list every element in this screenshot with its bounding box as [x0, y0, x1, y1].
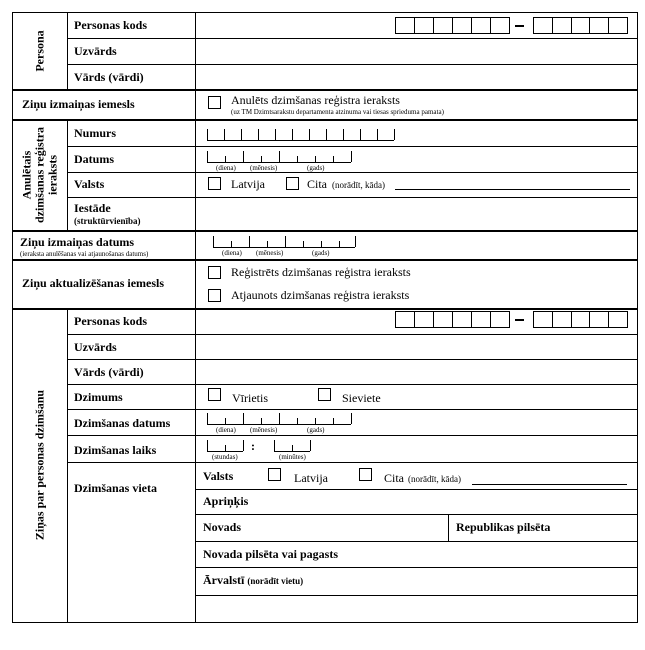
- birth-country-latvia-checkbox[interactable]: [268, 468, 281, 481]
- birth-country-other-note: (norādīt, kāda): [408, 474, 461, 484]
- annulled-section-title-line3: ieraksts: [45, 155, 60, 196]
- annulled-number-label: Numurs: [74, 126, 117, 140]
- birth-date-month-caption: (mēnesis): [250, 426, 278, 434]
- birth-time-hours-caption: (stundas): [212, 453, 238, 461]
- gender-male-label: Vīrietis: [232, 391, 268, 405]
- change-date-label: Ziņu izmaiņas datums: [20, 235, 135, 249]
- registered-record-label: Reģistrēts dzimšanas reģistra ieraksts: [231, 265, 411, 279]
- change-date-note: (ieraksta anulēšanas vai atjaunošanas datums): [20, 250, 149, 258]
- birth-country-other-checkbox[interactable]: [359, 468, 372, 481]
- persona-personal-code-second-part[interactable]: [533, 17, 628, 34]
- birth-date-year-caption: (gads): [307, 426, 325, 434]
- persona-personal-code-first-part[interactable]: [395, 17, 510, 34]
- annulled-country-other-checkbox[interactable]: [286, 177, 299, 190]
- update-reason-label: Ziņu aktualizēšanas iemesls: [22, 276, 165, 290]
- change-reason-label: Ziņu izmaiņas iemesls: [22, 97, 135, 111]
- annulled-date-label: Datums: [74, 152, 115, 166]
- gender-male-checkbox[interactable]: [208, 388, 221, 401]
- birth-country-other-label: Cita: [384, 471, 404, 485]
- birth-country-latvia-label: Latvija: [294, 471, 328, 485]
- persona-name-label: Vārds (vārdi): [74, 70, 144, 84]
- annulled-institution-note: (struktūrvienība): [74, 216, 141, 226]
- annulled-record-option-note: (uz TM Dzimtsarakstu departamenta atzinuma vai tiesas sprieduma pamata): [231, 108, 444, 116]
- annulled-country-other-label: Cita: [307, 177, 327, 191]
- birth-town-parish-label: Novada pilsēta vai pagasts: [203, 547, 339, 561]
- persona-section-title: Persona: [32, 30, 47, 72]
- birth-section-title: Ziņas par personas dzimšanu: [32, 389, 47, 541]
- birth-personal-code-dash: [515, 319, 524, 321]
- birth-municipality-label: Novads: [203, 520, 242, 534]
- birth-place-label: Dzimšanas vieta: [74, 481, 157, 495]
- annulled-record-checkbox[interactable]: [208, 96, 221, 109]
- annulled-country-other-note: (norādīt, kāda): [332, 180, 385, 190]
- birth-date-day-caption: (diena): [216, 426, 236, 434]
- annulled-section-title-line1: Anulētais: [19, 150, 34, 200]
- persona-personal-code-label: Personas kods: [74, 18, 148, 32]
- birth-time-label: Dzimšanas laiks: [74, 443, 157, 457]
- birth-name-label: Vārds (vārdi): [74, 365, 144, 379]
- birth-personal-code-second-part[interactable]: [533, 311, 628, 328]
- personal-code-dash: [515, 25, 524, 27]
- annulled-country-latvia-label: Latvija: [231, 177, 265, 191]
- change-date-year-caption: (gads): [312, 249, 330, 257]
- registered-record-checkbox[interactable]: [208, 266, 221, 279]
- birth-time-minutes-caption: (minūtes): [279, 453, 306, 461]
- birth-abroad-text: Ārvalstī: [203, 573, 245, 587]
- change-date-month-caption: (mēnesis): [256, 249, 284, 257]
- annulled-country-latvia-checkbox[interactable]: [208, 177, 221, 190]
- annulled-country-label: Valsts: [74, 177, 105, 191]
- birth-country-other-input[interactable]: [472, 484, 627, 485]
- birth-surname-label: Uzvārds: [74, 340, 117, 354]
- birth-place-country-label: Valsts: [203, 469, 234, 483]
- persona-surname-label: Uzvārds: [74, 44, 117, 58]
- annulled-institution-label: Iestāde: [74, 201, 111, 215]
- birth-personal-code-label: Personas kods: [74, 314, 148, 328]
- annulled-date-year-caption: (gads): [307, 164, 325, 172]
- annulled-section-title: [21, 127, 60, 223]
- birth-time-separator: :: [251, 439, 255, 453]
- birth-date-label: Dzimšanas datums: [74, 416, 171, 430]
- change-date-day-caption: (diena): [222, 249, 242, 257]
- birth-abroad-note: (norādīt vietu): [247, 576, 304, 586]
- birth-district-label: Apriņķis: [203, 494, 249, 508]
- annulled-country-other-input[interactable]: [395, 189, 630, 190]
- gender-female-checkbox[interactable]: [318, 388, 331, 401]
- birth-abroad-label: [203, 573, 303, 588]
- restored-record-label: Atjaunots dzimšanas reģistra ieraksts: [231, 288, 410, 302]
- birth-republic-city-label: Republikas pilsēta: [456, 520, 551, 534]
- birth-personal-code-first-part[interactable]: [395, 311, 510, 328]
- gender-female-label: Sieviete: [342, 391, 381, 405]
- restored-record-checkbox[interactable]: [208, 289, 221, 302]
- annulled-date-day-caption: (diena): [216, 164, 236, 172]
- annulled-section-title-line2: dzimšanas reģistra: [32, 126, 47, 224]
- annulled-record-option-label: Anulēts dzimšanas reģistra ieraksts: [231, 93, 400, 107]
- annulled-date-month-caption: (mēnesis): [250, 164, 278, 172]
- birth-gender-label: Dzimums: [74, 390, 123, 404]
